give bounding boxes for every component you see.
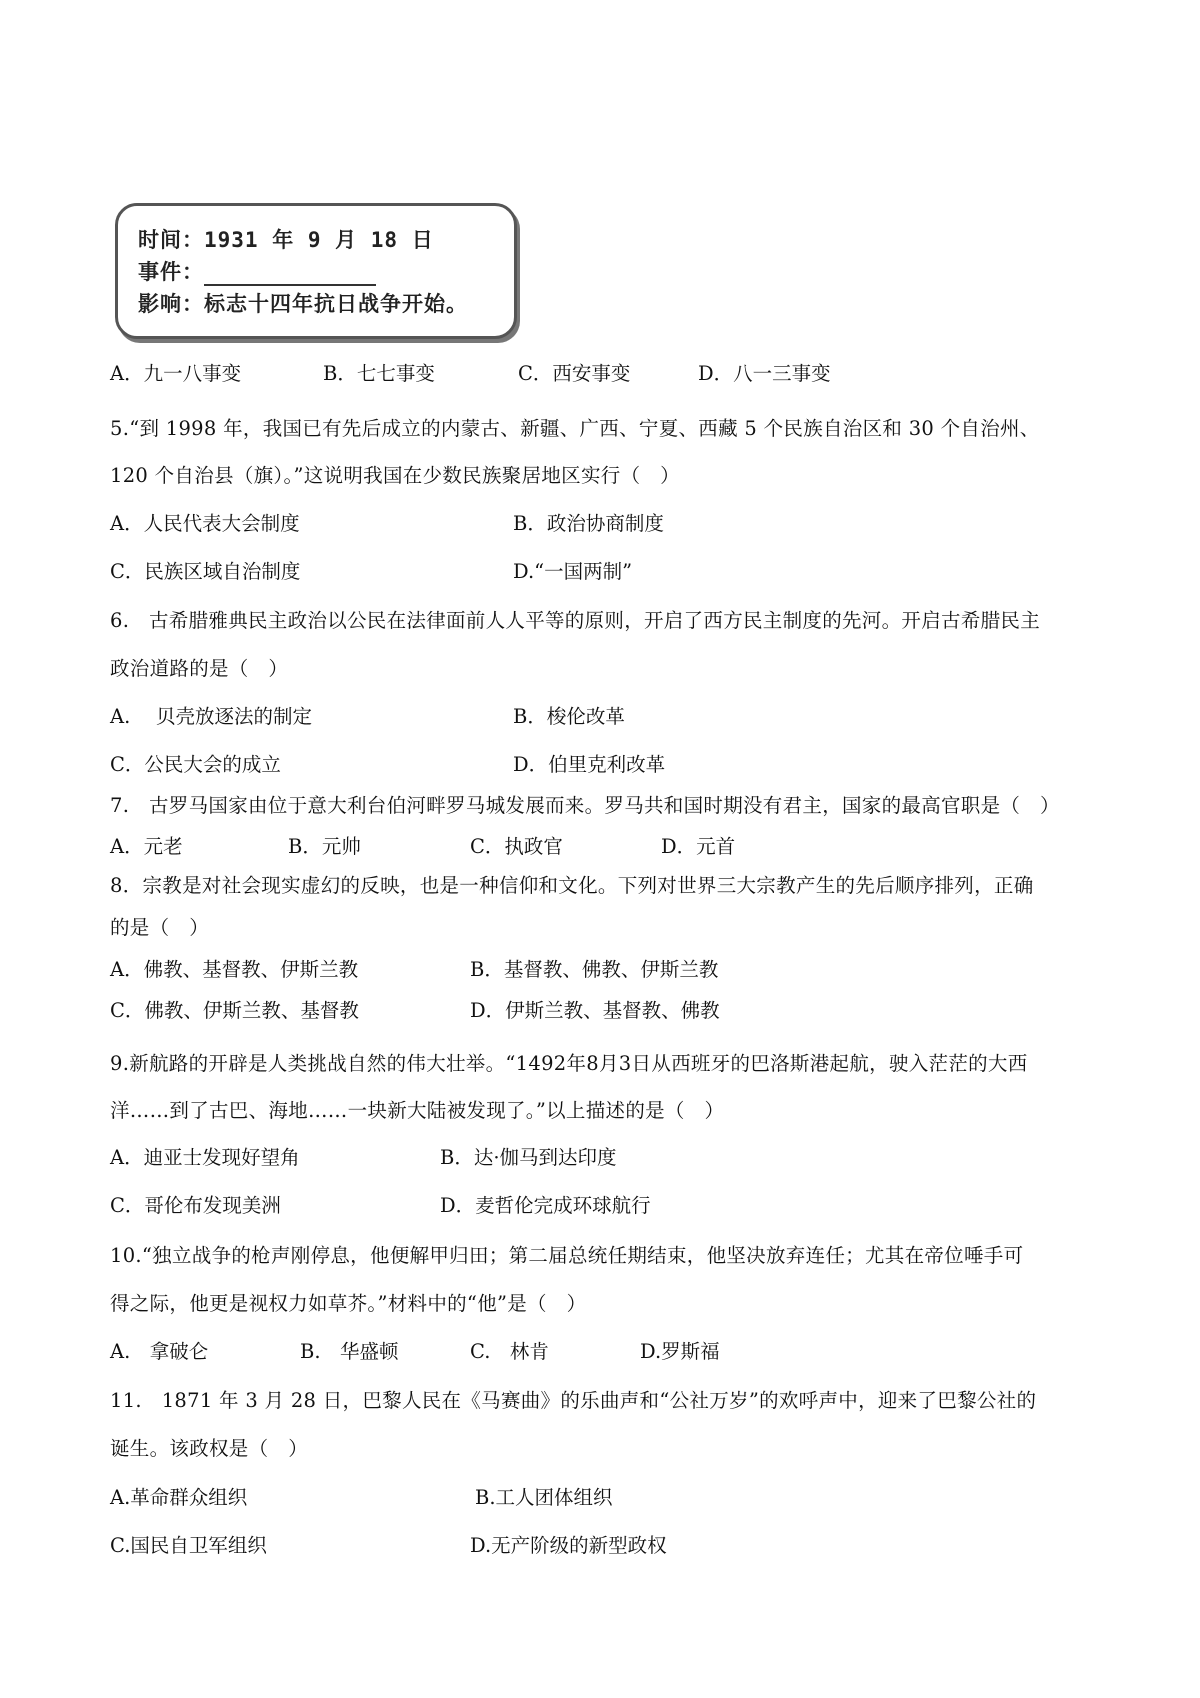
event-info-card xyxy=(115,203,517,339)
q10-option-d: D.罗斯福 xyxy=(640,1340,720,1363)
q11-option-b: B.工人团体组织 xyxy=(475,1486,613,1509)
card-time: 时间：1931 年 9 月 18 日 xyxy=(138,228,434,252)
q9-stem-line-2: 洋……到了古巴、海地……一块新大陆被发现了。”以上描述的是（ ） xyxy=(110,1099,725,1122)
q6-option-b: B．梭伦改革 xyxy=(513,705,625,728)
q4-option-d: D．八一三事变 xyxy=(698,362,831,385)
q11-option-a: A.革命群众组织 xyxy=(110,1486,248,1509)
q9-option-d: D．麦哲伦完成环球航行 xyxy=(440,1194,651,1217)
q4-option-a: A．九一八事变 xyxy=(110,362,242,385)
q8-option-b: B．基督教、佛教、伊斯兰教 xyxy=(470,958,719,981)
q5-option-b: B．政治协商制度 xyxy=(513,512,664,535)
q11-stem-line-2: 诞生。该政权是（ ） xyxy=(110,1437,309,1460)
q5-option-a: A．人民代表大会制度 xyxy=(110,512,300,535)
q8-option-a: A．佛教、基督教、伊斯兰教 xyxy=(110,958,359,981)
q6-option-a: A. 贝壳放逐法的制定 xyxy=(110,705,312,728)
q8-option-d: D．伊斯兰教、基督教、佛教 xyxy=(470,999,720,1022)
q10-option-c: C. 林肯 xyxy=(470,1340,549,1363)
q6-option-d: D．伯里克利改革 xyxy=(513,753,666,776)
q7-option-d: D．元首 xyxy=(661,835,736,858)
q7-stem-line-1: 7. 古罗马国家由位于意大利台伯河畔罗马城发展而来。罗马共和国时期没有君主，国家的最高官职是（ ） xyxy=(110,794,1060,817)
q5-option-d: D.“一国两制” xyxy=(513,560,633,583)
q9-option-b: B．达·伽马到达印度 xyxy=(440,1146,617,1169)
card-impact: 影响：标志十四年抗日战争开始。 xyxy=(138,292,468,316)
q10-stem-line-2: 得之际，他更是视权力如草芥。”材料中的“他”是（ ） xyxy=(110,1292,587,1315)
q8-stem-line-1: 8．宗教是对社会现实虚幻的反映，也是一种信仰和文化。下列对世界三大宗教产生的先后顺序排列，正确 xyxy=(110,874,1034,897)
q7-option-b: B．元帅 xyxy=(288,835,361,858)
q9-option-c: C．哥伦布发现美洲 xyxy=(110,1194,281,1217)
card-event: 事件： xyxy=(138,256,376,286)
q5-option-c: C．民族区域自治制度 xyxy=(110,560,301,583)
q4-option-c: C．西安事变 xyxy=(518,362,631,385)
q11-stem-line-1: 11. 1871 年 3 月 28 日，巴黎人民在《马赛曲》的乐曲声和“公社万岁”的欢呼声中，迎来了巴黎公社的 xyxy=(110,1389,1037,1412)
q9-stem-line-1: 9.新航路的开辟是人类挑战自然的伟大壮举。“1492年8月3日从西班牙的巴洛斯港起航，驶入茫茫的大西 xyxy=(110,1052,1028,1075)
q10-option-a: A. 拿破仑 xyxy=(110,1340,209,1363)
q8-option-c: C．佛教、伊斯兰教、基督教 xyxy=(110,999,359,1022)
q10-option-b: B. 华盛顿 xyxy=(300,1340,399,1363)
q7-option-a: A．元老 xyxy=(110,835,183,858)
q11-option-c: C.国民自卫军组织 xyxy=(110,1534,267,1557)
q4-option-b: B．七七事变 xyxy=(323,362,435,385)
q6-option-c: C．公民大会的成立 xyxy=(110,753,281,776)
q5-stem-line-2: 120 个自治县（旗）。”这说明我国在少数民族聚居地区实行（ ） xyxy=(110,464,680,487)
q7-option-c: C．执政官 xyxy=(470,835,563,858)
answer-blank xyxy=(204,264,376,286)
q11-option-d: D.无产阶级的新型政权 xyxy=(470,1534,667,1557)
q9-option-a: A．迪亚士发现好望角 xyxy=(110,1146,300,1169)
q8-stem-line-2: 的是（ ） xyxy=(110,916,210,939)
q10-stem-line-1: 10.“独立战争的枪声刚停息，他便解甲归田；第二届总统任期结束，他坚决放弃连任；尤其在帝位唾手可 xyxy=(110,1244,1024,1267)
q6-stem-line-2: 政治道路的是（ ） xyxy=(110,657,289,680)
q6-stem-line-1: 6. 古希腊雅典民主政治以公民在法律面前人人平等的原则，开启了西方民主制度的先河。开启古希腊民主 xyxy=(110,609,1041,632)
q5-stem-line-1: 5.“到 1998 年，我国已有先后成立的内蒙古、新疆、广西、宁夏、西藏 5 个民族自治区和 30 个自治州、 xyxy=(110,417,1040,440)
